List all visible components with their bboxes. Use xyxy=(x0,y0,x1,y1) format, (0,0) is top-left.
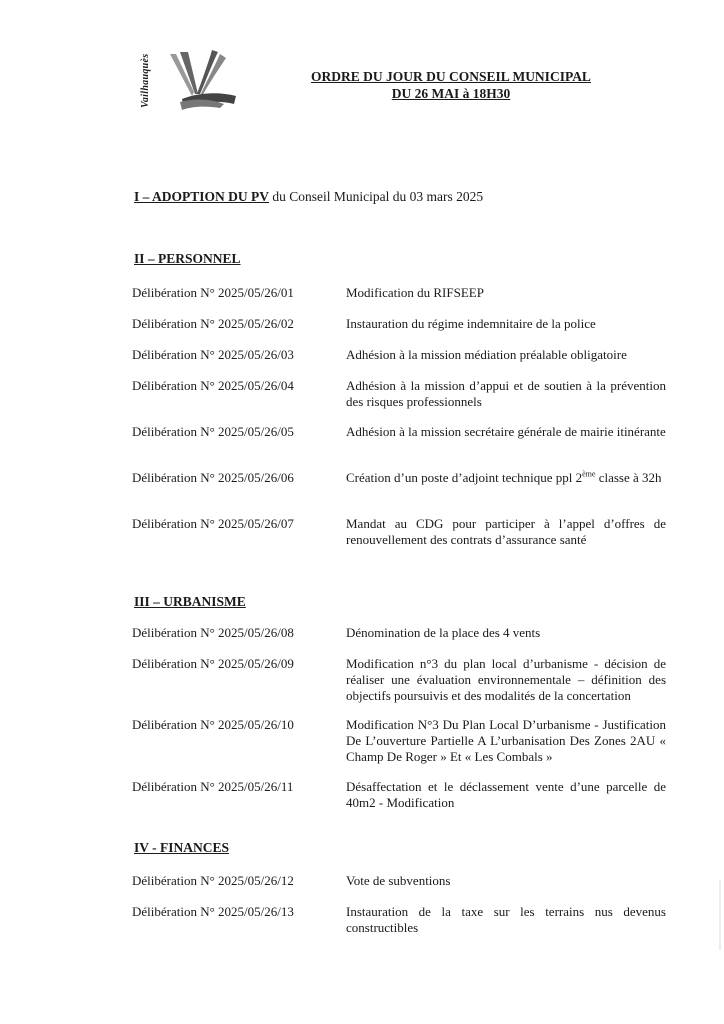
scan-edge-mark xyxy=(719,880,721,950)
deliberation-desc: Mandat au CDG pour participer à l’appel d’offres de renouvellement des contrats d’assurance santé xyxy=(346,516,666,547)
deliberation-ref: Délibération N° 2025/05/26/02 xyxy=(132,316,294,331)
ordinal-suffix: ème xyxy=(582,469,596,479)
deliberation-ref: Délibération N° 2025/05/26/08 xyxy=(132,625,294,640)
deliberation-desc-part: Création d’un poste d’adjoint technique ppl 2 xyxy=(346,470,583,485)
deliberation-ref: Délibération N° 2025/05/26/01 xyxy=(132,285,294,300)
deliberation-desc: Adhésion à la mission secrétaire générale de mairie itinérante xyxy=(346,424,666,439)
deliberation-ref: Délibération N° 2025/05/26/12 xyxy=(132,873,294,888)
page-title-line-1: ORDRE DU JOUR DU CONSEIL MUNICIPAL xyxy=(311,69,591,84)
deliberation-ref: Délibération N° 2025/05/26/05 xyxy=(132,424,294,439)
deliberation-desc: Vote de subventions xyxy=(346,873,451,888)
deliberation-desc xyxy=(346,470,666,486)
deliberation-desc: Adhésion à la mission médiation préalable obligatoire xyxy=(346,347,627,362)
section-title-finances: IV - FINANCES xyxy=(134,840,230,855)
deliberation-desc: Adhésion à la mission d’appui et de soutien à la prévention des risques professionnels xyxy=(346,378,666,409)
deliberation-ref: Délibération N° 2025/05/26/10 xyxy=(132,717,294,732)
deliberation-ref: Délibération N° 2025/05/26/04 xyxy=(132,378,294,393)
deliberation-desc: Instauration du régime indemnitaire de la police xyxy=(346,316,596,331)
page-title-line-2: DU 26 MAI à 18H30 xyxy=(391,86,511,101)
adoption-line xyxy=(134,189,483,205)
deliberation-ref: Délibération N° 2025/05/26/11 xyxy=(132,779,294,794)
deliberation-desc: Modification n°3 du plan local d’urbanisme - décision de réaliser une évaluation environnementale – définition des objectifs poursuivis et des modalités de la concertation xyxy=(346,656,666,703)
adoption-text: du Conseil Municipal du 03 mars 2025 xyxy=(269,189,484,204)
deliberation-desc: Désaffectation et le déclassement vente d’une parcelle de 40m2 - Modification xyxy=(346,779,666,810)
deliberation-ref: Délibération N° 2025/05/26/09 xyxy=(132,656,294,671)
section-title-urbanisme: III – URBANISME xyxy=(134,594,246,609)
deliberation-ref: Délibération N° 2025/05/26/07 xyxy=(132,516,294,531)
deliberation-desc: Modification N°3 Du Plan Local D’urbanisme - Justification De L’ouverture Partielle A L’urbanisation Des Zones 2AU « Champ De Roger » Et « Les Combals » xyxy=(346,717,666,764)
municipal-logo-text: Vailhauquès xyxy=(140,53,151,108)
deliberation-ref: Délibération N° 2025/05/26/13 xyxy=(132,904,294,919)
deliberation-desc-part: classe à 32h xyxy=(595,470,662,485)
deliberation-desc: Dénomination de la place des 4 vents xyxy=(346,625,541,640)
deliberation-desc: Modification du RIFSEEP xyxy=(346,285,484,300)
section-title-personnel: II – PERSONNEL xyxy=(134,251,241,266)
deliberation-ref: Délibération N° 2025/05/26/06 xyxy=(132,470,294,485)
deliberation-desc: Instauration de la taxe sur les terrains nus devenus constructibles xyxy=(346,904,666,935)
deliberation-ref: Délibération N° 2025/05/26/03 xyxy=(132,347,294,362)
adoption-label: I – ADOPTION DU PV xyxy=(134,189,270,204)
